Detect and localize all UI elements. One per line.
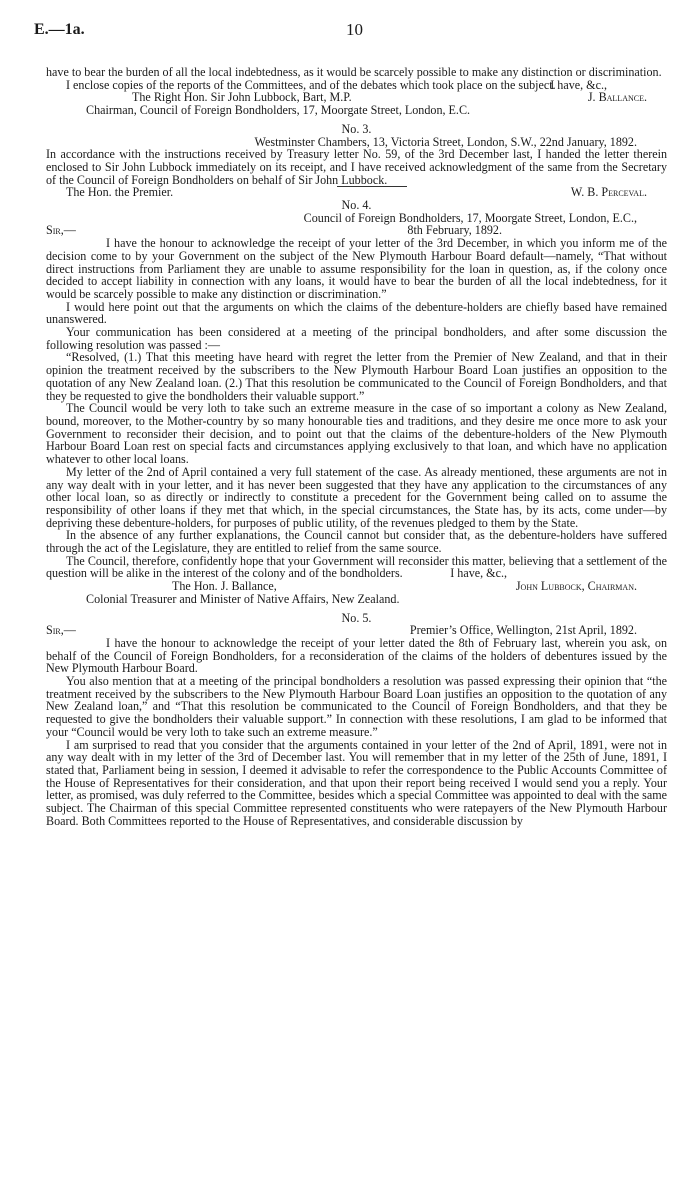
signature: W. B. Perceval. <box>570 185 647 200</box>
page-number: 10 <box>346 20 363 39</box>
paragraph: My letter of the 2nd of April contained a very full statement of the case. As already mentioned, these arguments are not in any way dealt with in your letter, and it has never been suggested that they have any application to the circumstances of any other local loan, so as directly or indirectly to constitute a precedent for the Government being called on to assume the responsibility of other loans if they met that which, in the special circumstances, the State has, by its acts, come under—by depriving these debenture-holders, for purposes of public utility, of the revenues pledged to them by the State. <box>46 464 667 530</box>
addressee-line: Chairman, Council of Foreign Bondholders, 17, Moorgate Street, London, E.C. <box>86 103 471 118</box>
addressee: The Hon. J. Ballance, <box>172 579 277 594</box>
paragraph: The Council, therefore, confidently hope that your Government will reconsider this matter, believing that a settlement of the question will be alike in the interest of the colony and of the bondholders. <box>46 553 667 581</box>
signature: John Lubbock, Chairman. <box>515 579 637 594</box>
paragraph: The Council would be very loth to take such an extreme measure in the case of so important a colony as New Zealand, bound, moreover, to the Mother-country by so many honourable ties and traditions, and they desire me once more to ask your Government to reconsider their decision, and to point out that the claims of the debenture-holders of the New Plymouth Harbour Board Loan rest on special facts and circumstances applying exclusively to that loan, and which have no application whatever to other local loans. <box>46 401 667 467</box>
paragraph: “Resolved, (1.) That this meeting have heard with regret the letter from the Premier of New Zealand, and that in their opinion the treatment received by the subscribers to the New Plymouth Harbour Board Loan justifies an opposition to the quotation of any New Zealand loan. (2.) That this resolution be communicated to the Council of Foreign Bondholders, and that they be requested to give the bondholders their valuable support.” <box>46 350 667 403</box>
dateline: Westminster Chambers, 13, Victoria Street, London, S.W., 22nd January, 1892. <box>254 134 637 149</box>
closing: I have, &c., <box>550 77 607 92</box>
paragraph: In accordance with the instructions received by Treasury letter No. 59, of the 3rd December last, I handed the letter therein enclosed to Sir John Lubbock immediately on its receipt, and I have received acknowledgment of the same from the Secretary of the Council of Foreign Bondholders on behalf of Sir John Lubbock. <box>46 147 667 187</box>
paragraph: Your communication has been considered at a meeting of the principal bondholders, and after some discussion the following resolution was passed :— <box>46 325 667 352</box>
section-title: No. 3. <box>341 121 372 136</box>
page-header <box>34 20 666 46</box>
salutation: Sir,— <box>46 223 76 238</box>
paragraph: I have the honour to acknowledge the receipt of your letter of the 3rd December, in which you inform me of the decision come to by your Government on the subject of the New Plymouth Harbour Board default—namely, “That without direct instructions from Parliament they are unable to assume responsibility for the loan in question, as, if the colony once decided to accept liability in connection with any loans, it would have to bear the burden of all the local indebtedness, for it would be scarcely possible to make any distinction or discrimination.” <box>46 236 667 301</box>
signature-row <box>46 580 667 593</box>
addressee-line: Colonial Treasurer and Minister of Native Affairs, New Zealand. <box>86 591 400 606</box>
signature: J. Ballance. <box>587 90 647 105</box>
dateline: Council of Foreign Bondholders, 17, Moorgate Street, London, E.C., <box>303 210 637 225</box>
addressee: The Right Hon. Sir John Lubbock, Bart, M.P. <box>132 90 352 105</box>
section-title: No. 5. <box>341 610 372 625</box>
closing: I have, &c., <box>450 566 507 581</box>
page-body <box>46 66 667 828</box>
dateline: 8th February, 1892. <box>407 223 502 238</box>
paragraph: I have the honour to acknowledge the receipt of your letter dated the 8th of February last, wherein you ask, on behalf of the Council of Foreign Bondholders, for a reconsideration of the claims of the holders of debentures issued by the New Plymouth Harbour Board. <box>46 635 667 676</box>
paragraph: In the absence of any further explanations, the Council cannot but consider that, as the debenture-holders have suffered through the act of the Legislature, they are entitled to relief from the same source. <box>46 528 667 556</box>
paragraph: I enclose copies of the reports of the Committees, and of the debates which took place on the subject. <box>66 77 556 92</box>
paragraph: have to bear the burden of all the local indebtedness, as it would be scarcely possible to make any distinction or discrimination. <box>46 65 662 79</box>
paragraph: I am surprised to read that you consider that the arguments contained in your letter of the 2nd of April, 1891, were not in any way dealt with in my letter of the 3rd of December last. You will remember that in my letter of the 25th of June, 1891, I stated that, Parliament being in session, I deemed it advisable to refer the correspondence to the Public Accounts Committee of the House of Representatives for their consideration, and that upon their report being received I would send you a reply. Your letter, as promised, was duly referred to the Committee, besides which a special Committee was appointed to deal with the same subject. The Chairman of this special Committee represented constituents who were ratepayers of the New Plymouth Harbour Board. Both Committees reported to the House of Representatives, and considerable discussion by <box>46 737 667 828</box>
section-title: No. 4. <box>341 198 372 213</box>
addressee: The Hon. the Premier. <box>66 185 174 200</box>
document-code: E.—1a. <box>34 21 85 38</box>
paragraph: You also mention that at a meeting of the principal bondholders a resolution was passed expressing their opinion that “the treatment received by the subscribers to the New Plymouth Harbour Board Loan justifies an opposition to the quotation of any New Zealand loan,” and “That this resolution be communicated to the Council of Foreign Bondholders, and that they be requested to give the bondholders their valuable support.” In connection with these resolutions, I am glad to be informed that your “Council would be very loth to take such an extreme measure.” <box>46 674 667 739</box>
paragraph: I would here point out that the arguments on which the claims of the debenture-holders are chiefly based have remained unanswered. <box>46 299 667 327</box>
salutation: Sir,— <box>46 623 76 638</box>
dateline: Premier’s Office, Wellington, 21st April, 1892. <box>409 623 637 638</box>
